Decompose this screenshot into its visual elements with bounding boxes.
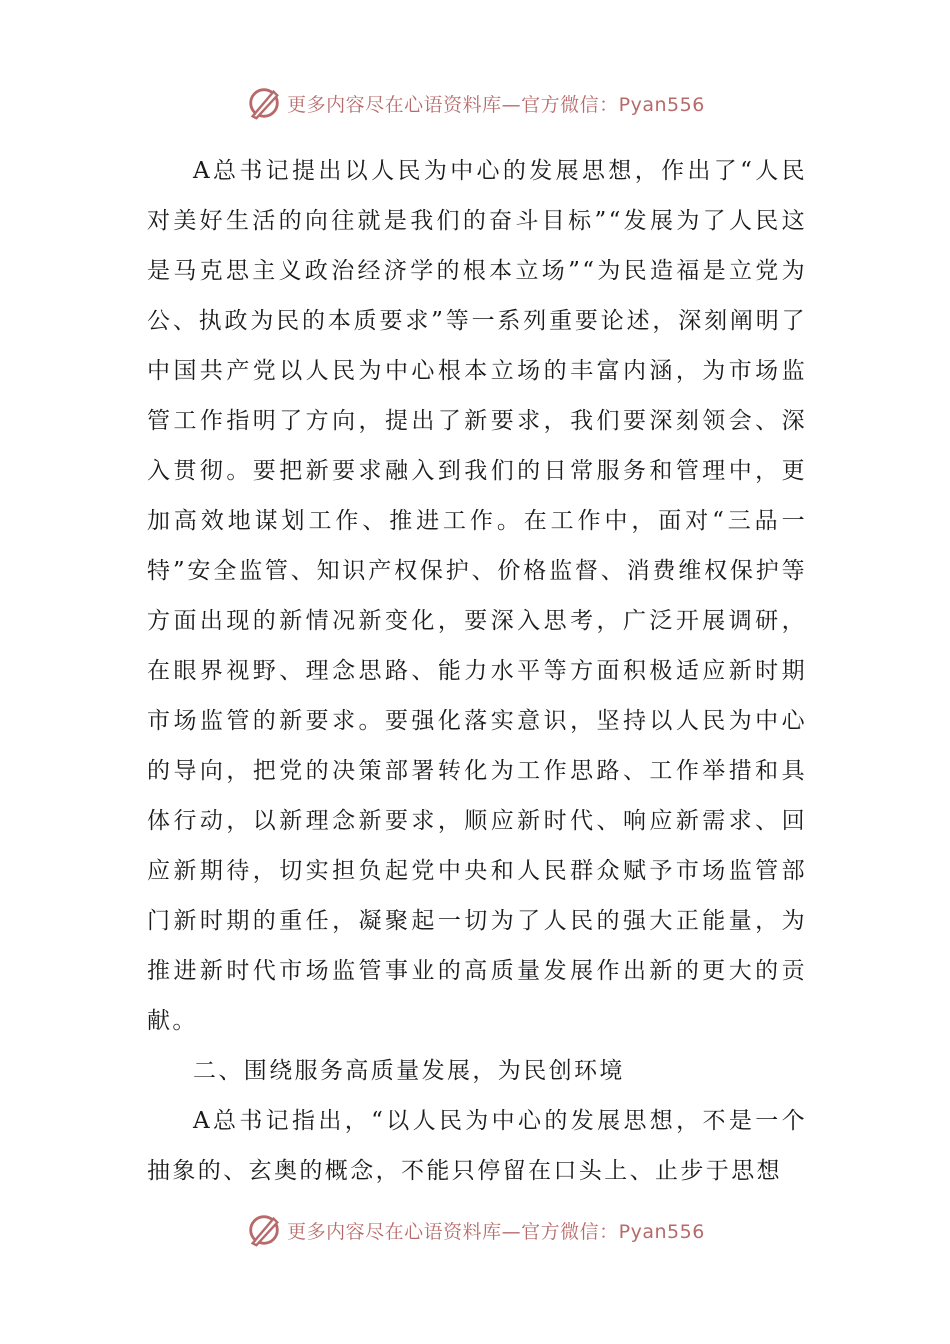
paragraph-1: A总书记提出以人民为中心的发展思想，作出了“人民对美好生活的向往就是我们的奋斗目标”“发展为了人民这是马克思主义政治经济学的根本立场”“为民造福是立党为公、执政为民的本质要求”等一系列重要论述，深刻阐明了中国共产党以人民为中心根本立场的丰富内涵，为市场监管工作指明了方向，提出了新要求，我们要深刻领会、深入贯彻。要把新要求融入到我们的日常服务和管理中，更加高效地谋划工作、推进工作。在工作中，面对“三品一特”安全监管、知识产权保护、价格监督、消费维权保护等方面出现的新情况新变化，要深入思考，广泛开展调研，在眼界视野、理念思路、能力水平等方面积极适应新时期市场监管的新要求。要强化落实意识，坚持以人民为中心的导向，把党的决策部署转化为工作思路、工作举措和具体行动，以新理念新要求，顺应新时代、响应新需求、回应新期待，切实担负起党中央和人民群众赋予市场监管部门新时期的重任，凝聚起一切为了人民的强大正能量，为推进新时代市场监管事业的高质量发展作出新的更大的贡献。: [147, 158, 807, 1034]
section-heading: 二、围绕服务高质量发展，为民创环境: [193, 1058, 625, 1084]
pen-logo-icon: [245, 1211, 283, 1249]
paragraph-2: A总书记指出，“以人民为中心的发展思想，不是一个抽象的、玄奥的概念，不能只停留在口头上、止步于思想: [147, 1108, 807, 1184]
banner-text: 更多内容尽在心语资料库—官方微信：Pyan556: [287, 1220, 705, 1243]
document-body: [147, 146, 807, 1196]
banner-text: 更多内容尽在心语资料库—官方微信：Pyan556: [287, 93, 705, 116]
header-watermark-banner: [0, 81, 950, 125]
footer-watermark-banner: [0, 1208, 950, 1252]
pen-logo-icon: [245, 84, 283, 122]
